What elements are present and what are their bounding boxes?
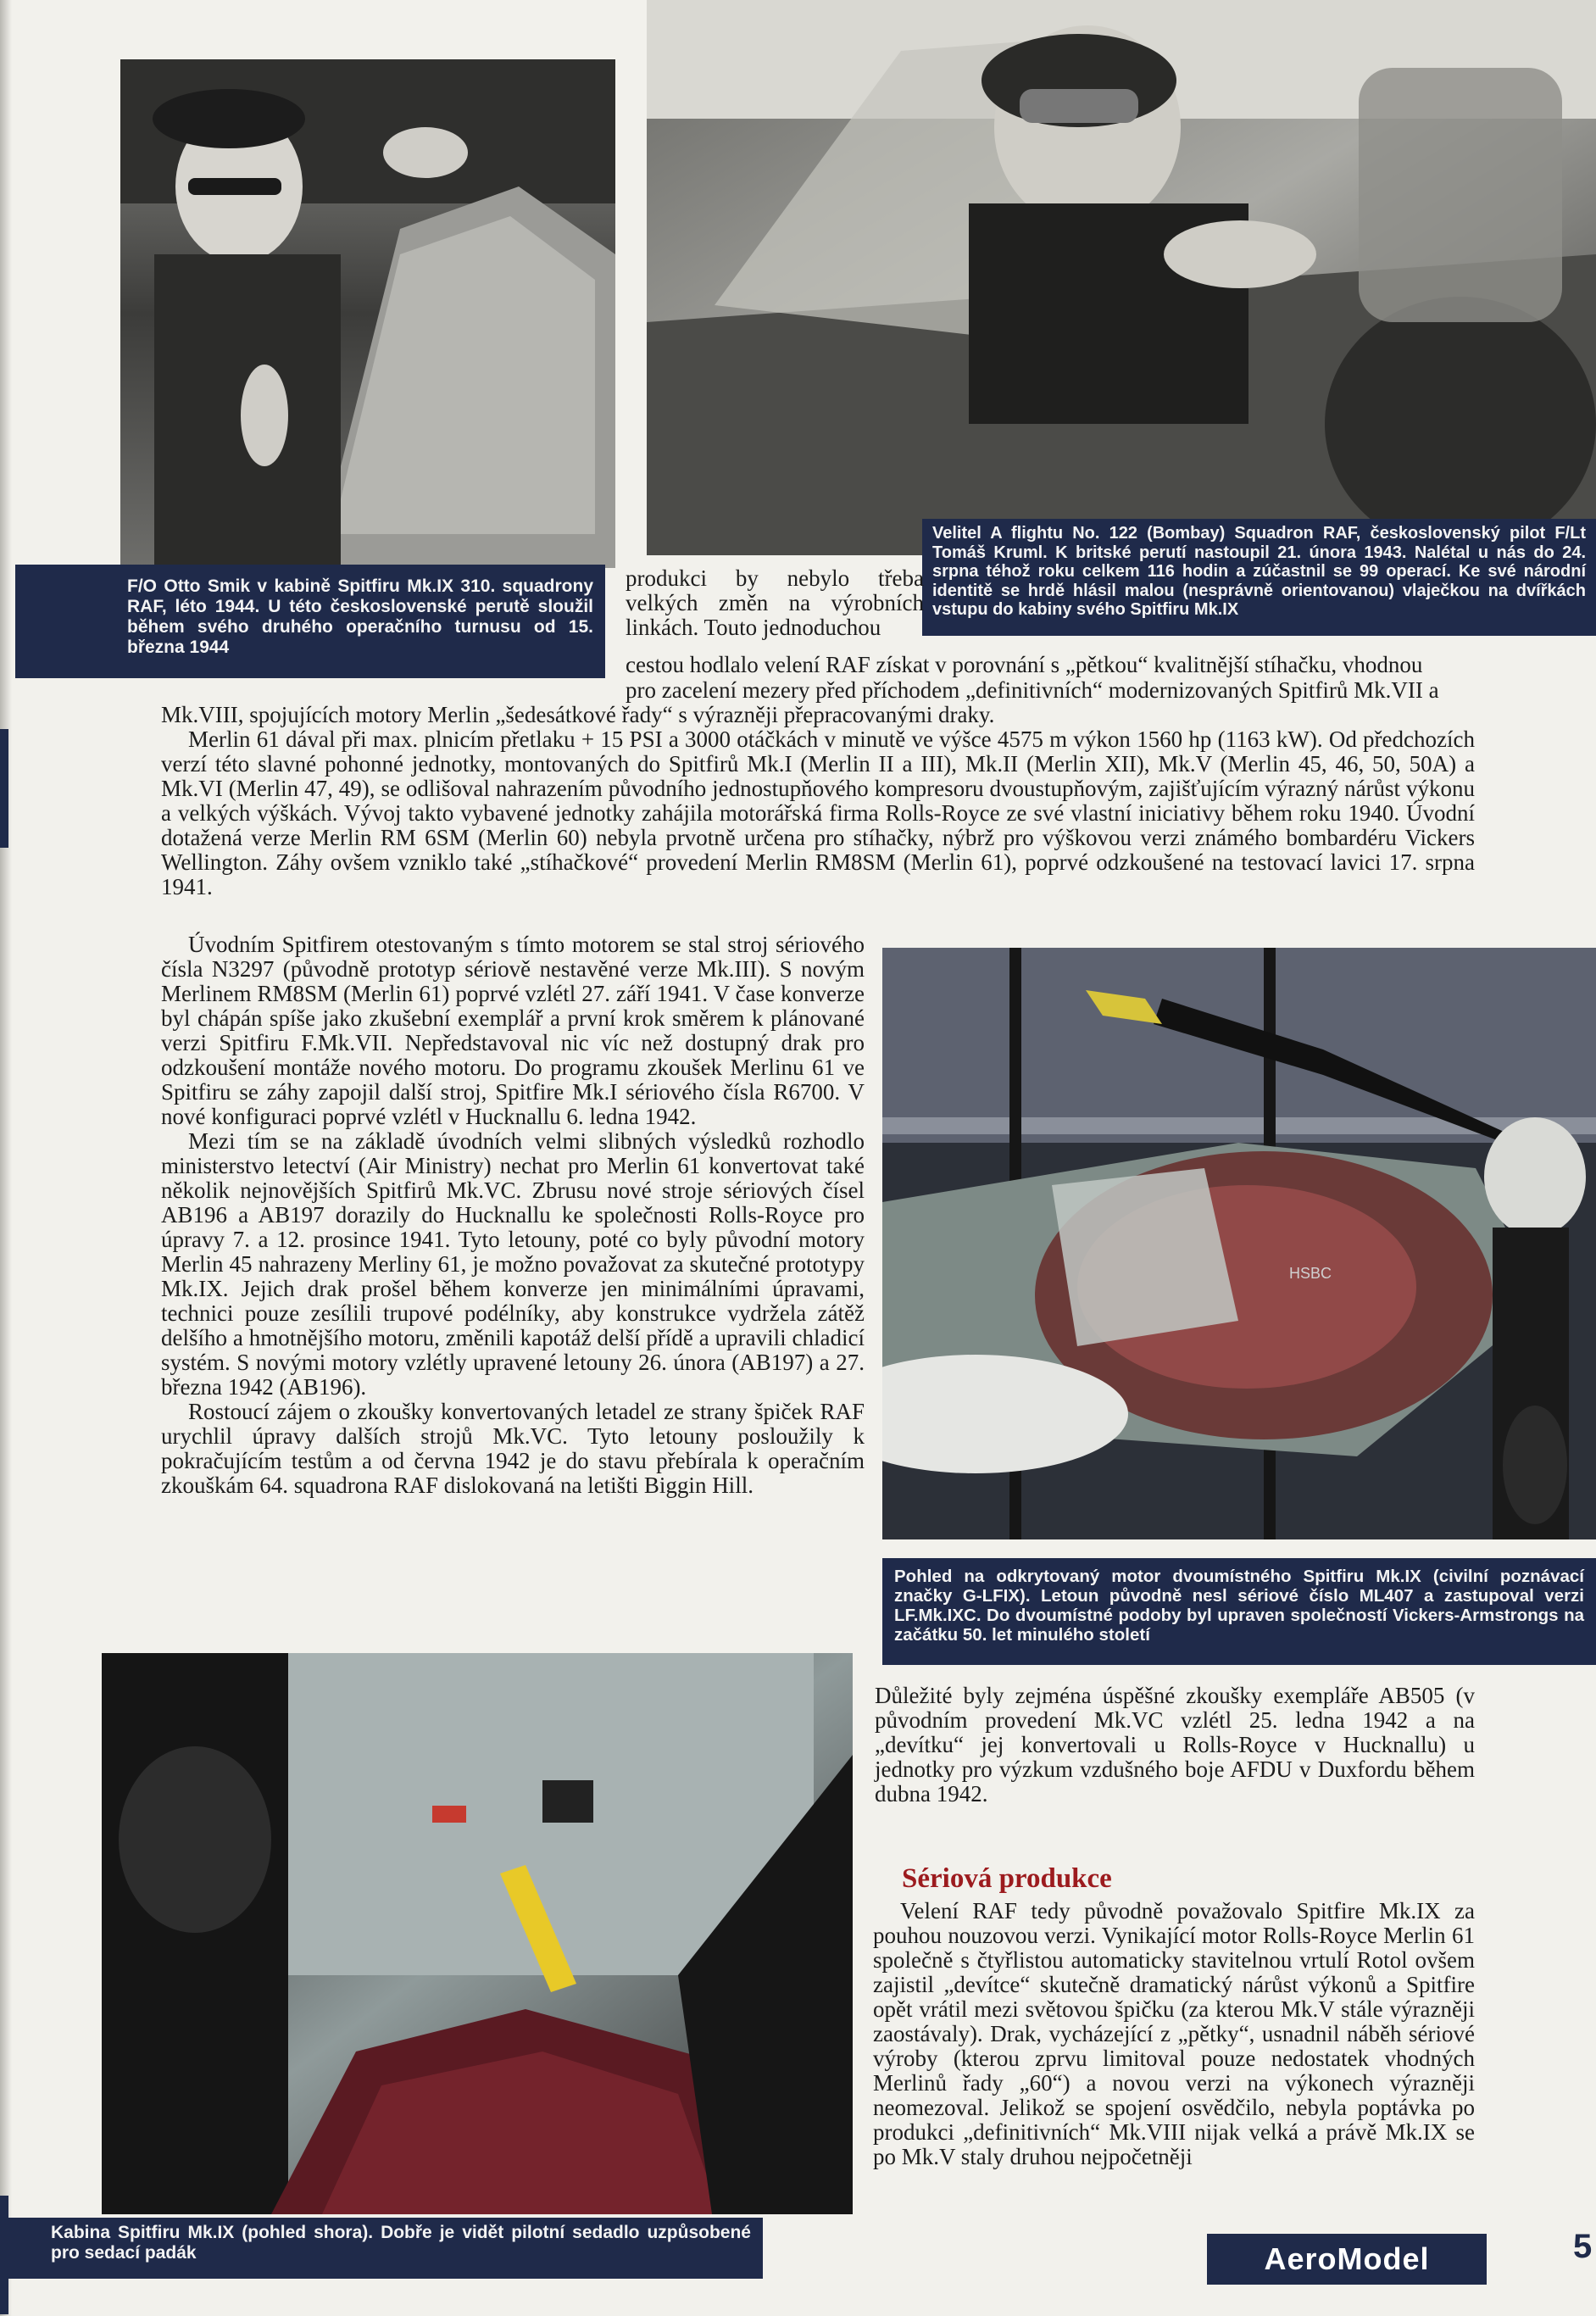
caption-cockpit: Kabina Spitfiru Mk.IX (pohled shora). Dobře je vidět pilotní sedadlo uzpůsobené pro sedací padák [0, 2218, 763, 2279]
caption-engine: Pohled na odkrytovaný motor dvoumístného Spitfiru Mk.IX (civilní poznávací značky G-LFIX). Letoun původně nesl sériové číslo ML407 a zastupoval verzi LF.Mk.IXC. Do dvoumístné podoby byl upraven společností Vickers-Armstrongs na začátku 50. let minulého století [882, 1558, 1596, 1665]
paragraph: Merlin 61 dával při max. plnicím přetlaku + 15 PSI a 3000 otáčkách v minutě ve výšce 4575 m výkon 1560 hp (1163 kW). Od předchozích verzí této slavné pohonné jednotky, montovaných do Spitfirů Mk.I (Merlin II a III), Mk.II (Merlin XII), Mk.V (Merlin 45, 46, 50, 50A) a Mk.VI (Merlin 47, 49), se odlišoval nahrazením původního jednostupňového kompresoru dvoustupňovým, zajišťujícím výrazný nárůst výkonu a velkých výškách. Vývoj takto vybavené jednotky zahájila motorářská firma Rolls-Royce ze své vlastní iniciativy během roku 1940. Úvodní dotažená verze Merlin RM 6SM (Merlin 60) nebyla prvotně určena pro stíhačky, nýbrž pro výškovou verzi známého bombardéru Vickers Wellington. Záhy ovšem vzniklo také „stíhačkové“ provedení Merlin RM8SM (Merlin 61), poprvé odzkoušené na testovací lavici 17. srpna 1941. [161, 727, 1475, 899]
paragraph: pro zacelení mezery před příchodem „definitivních“ modernizovaných Spitfirů Mk.VII a [626, 677, 1439, 703]
paragraph: Mezi tím se na základě úvodních velmi slibných výsledků rozhodlo ministerstvo letectví (Air Ministry) nechat pro Merlin 61 konvertovat také několik nejnovějších Spitfirů Mk.VC. Zbrusu nové stroje sériových čísel AB196 a AB197 dorazily do Hucknallu ke společnosti Rolls-Royce pro úpravy 7. a 12. prosince 1941. Tyto letouny, poté co byly původní motory Merlin 45 nahrazeny Merliny 61, je možno považovat za skutečné prototypy Mk.IX. Jejich drak prošel během konverze jen minimálními úpravami, technici pouze zesílili trupové podélníky, aby konstrukce vydržela zátěž delšího a hmotnějšího motoru, změnili kapotáž delší přídě a upravili chladicí systém. S novými motory vzlétly upravené letouny 26. února (AB197) a 27. března 1942 (AB196). [161, 1128, 865, 1400]
page-edge [0, 0, 12, 2316]
paragraph: Velení RAF tedy původně považovalo Spitfire Mk.IX za pouhou nouzovou verzi. Vynikající motor Rolls-Royce Merlin 61 společně s čtyřlistou automaticky stavitelnou vrtulí Rotol ovšem zajistil „devítce“ skutečně dramatický nárůst výkonů a Spitfire opět vrátil mezi světovou špičku (za kterou Mk.V stále výrazněji zaostávaly). Drak, vycházející z „pětky“, usnadnil náběh sériové výroby (kterou zprvu limitoval pouze nedostatek vhodných Merlinů řady „60“) a novou verzi na výkonech výrazněji neomezoval. Jelikož se spojení osvědčilo, nebyla poptávka po produkci „definitivních“ Mk.VIII nijak velká a právě Mk.IX se po Mk.V staly druhou nejpočetněji [873, 1898, 1475, 2169]
photo-cockpit [102, 1653, 853, 2214]
footer-brand [1207, 2234, 1487, 2285]
text-left-column [161, 933, 865, 1498]
paragraph: Mk.VIII, spojujících motory Merlin „šedesátkové řady“ s výrazněji přepracovanými draky. [161, 702, 995, 727]
photo-otto-smik [120, 59, 615, 568]
caption-kruml: Velitel A flightu No. 122 (Bombay) Squadron RAF, československý pilot F/Lt Tomáš Kruml. K britské perutí nastoupil 21. února 1943. Nalétal u nás do 24. srpna téhož roku celkem 116 hodin a zúčastnil se 99 operací. Ke své národní identitě se hrdě hlásil malou (nesprávně orientovanou) vlaječkou na dvířkách vstupu do kabiny svého Spitfiru Mk.IX [922, 519, 1596, 636]
engine-cowling-label: HSBC [1289, 1265, 1332, 1282]
brand-logo-text: AeroModel [1264, 2241, 1430, 2276]
photo-engine [882, 948, 1596, 1539]
paragraph: Rostoucí zájem o zkoušky konvertovaných letadel ze strany špiček RAF urychlil úpravy dalších strojů Mk.VC. Tyto letouny posloužily k pokračujícím testům a od června 1942 je do stavu přebírala k operačním zkouškám 64. squadrona RAF dislokovaná na letišti Biggin Hill. [161, 1399, 865, 1498]
paragraph: cestou hodlalo velení RAF získat v porovnání s „pětkou“ kvalitnější stíhačku, vhodnou [626, 652, 1423, 677]
text-full-width [161, 703, 1475, 899]
text-column-small [626, 566, 924, 640]
caption-otto-smik: F/O Otto Smik v kabině Spitfiru Mk.IX 310. squadrony RAF, léto 1944. U této československé perutě sloužil během svého druhého operačního turnusu od 15. března 1944 [15, 565, 605, 678]
page-number: 5 [1573, 2228, 1593, 2265]
photo-tomas-kruml [647, 0, 1596, 555]
text-line-b [626, 678, 1475, 703]
text-line-a [626, 653, 1473, 677]
paragraph: Úvodním Spitfirem otestovaným s tímto motorem se stal stroj sériového čísla N3297 (původně prototyp sériově nestavěné verze Mk.III). S novým Merlinem RM8SM (Merlin 61) poprvé vzlétl 27. září 1941. V čase konverze byl chápán spíše jako zkušební exemplář a první krok směrem k plánované verzi Spitfiru F.Mk.VII. Nepředstavoval nic víc než dostupný drak pro odzkoušení montáže nového motoru. Do programu zkoušek Merlinu 61 ve Spitfiru se záhy zapojil další stroj, Spitfire Mk.I sériového čísla R6700. V nové konfiguraci poprvé vzlétl v Hucknallu 6. ledna 1942. [161, 932, 865, 1129]
text-right-column [875, 1684, 1475, 1807]
paragraph: produkci by nebylo třeba velkých změn na výrobních linkách. Touto jednoduchou [626, 565, 924, 640]
text-right-column-serial [873, 1899, 1475, 2169]
paragraph: Důležité byly zejména úspěšné zkoušky exempláře AB505 (v původním provedení Mk.VC vzlétl 25. ledna 1942 a na „devítku“ jej konvertovali u Rolls-Royce v Hucknallu) u jednotky pro výzkum vzdušného boje AFDU v Duxfordu během dubna 1942. [875, 1683, 1475, 1807]
side-tab-upper [0, 729, 8, 848]
section-heading-serial: Sériová produkce [902, 1863, 1112, 1894]
